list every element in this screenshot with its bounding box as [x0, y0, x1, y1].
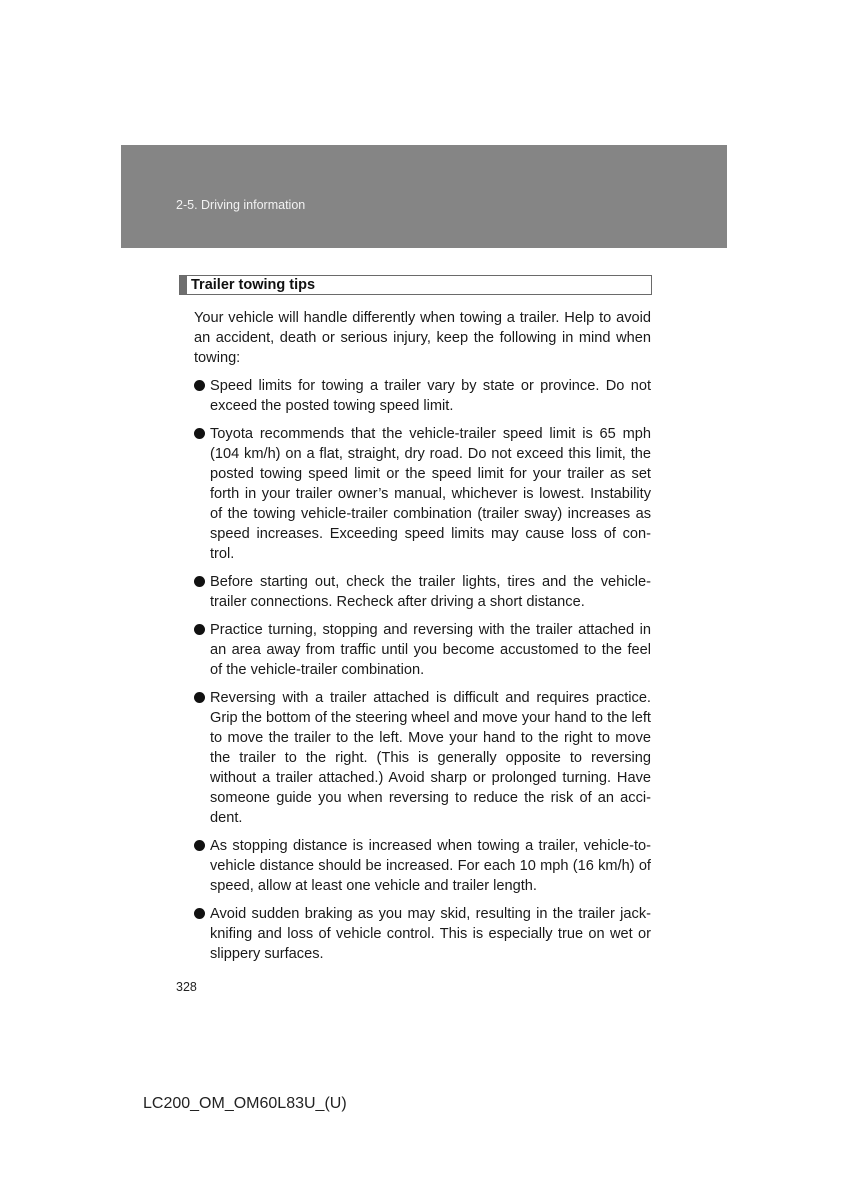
intro-paragraph: Your vehicle will handle differently when towing a trailer. Help to avoid an accident, death or serious injury, keep the following in mind when towing:	[194, 310, 651, 366]
bullet-icon	[194, 380, 205, 391]
body-content	[194, 308, 651, 972]
section-breadcrumb: 2-5. Driving information	[176, 198, 306, 212]
list-item	[194, 620, 651, 680]
list-item-text: Practice turning, stopping and reversing with the trailer attached in an area away from traffic until you become accustomed to the feel of the vehicle-trailer combination.	[210, 622, 651, 678]
list-item-text: Avoid sudden braking as you may skid, resulting in the trailer jack-knifing and loss of vehicle control. This is especially true on wet or slippery surfaces.	[210, 906, 651, 962]
list-item-text: Reversing with a trailer attached is difficult and requires practice. Grip the bottom of the steering wheel and move your hand to the left to move the trailer to the left. Move your hand to the right to move the trailer to the right. (This is generally opposite to reversing without a trailer attached.) Avoid sharp or prolonged turning. Have someone guide you when reversing to reduce the risk of an acci-dent.	[210, 690, 651, 826]
list-item-text: Toyota recommends that the vehicle-trailer speed limit is 65 mph (104 km/h) on a flat, straight, dry road. Do not exceed this limit, the posted towing speed limit or the speed limit for your trailer as set forth in your trailer owner’s manual, whichever is lowest. Instability of the towing vehicle-trailer combination (trailer sway) increases as speed increases. Exceeding speed limits may cause loss of con-trol.	[210, 426, 651, 562]
bullet-icon	[194, 428, 205, 439]
bullet-icon	[194, 908, 205, 919]
list-item-text: As stopping distance is increased when towing a trailer, vehicle-to-vehicle distance should be increased. For each 10 mph (16 km/h) of speed, allow at least one vehicle and trailer length.	[210, 838, 651, 894]
list-item	[194, 904, 651, 964]
bullet-icon	[194, 692, 205, 703]
section-title: Trailer towing tips	[191, 277, 316, 293]
list-item	[194, 376, 651, 416]
section-title-box	[179, 275, 652, 295]
list-item-text: Before starting out, check the trailer lights, tires and the vehicle-trailer connections. Recheck after driving a short distance.	[210, 574, 651, 610]
list-item	[194, 688, 651, 828]
list-item	[194, 572, 651, 612]
document-code: LC200_OM_OM60L83U_(U)	[143, 1095, 347, 1112]
tips-list	[194, 376, 651, 964]
list-item-text: Speed limits for towing a trailer vary by state or province. Do not exceed the posted towing speed limit.	[210, 378, 651, 414]
list-item	[194, 836, 651, 896]
list-item	[194, 424, 651, 564]
bullet-icon	[194, 840, 205, 851]
chapter-header-band	[121, 145, 727, 248]
title-accent-bar	[180, 276, 187, 294]
bullet-icon	[194, 576, 205, 587]
page-number: 328	[176, 980, 197, 994]
bullet-icon	[194, 624, 205, 635]
